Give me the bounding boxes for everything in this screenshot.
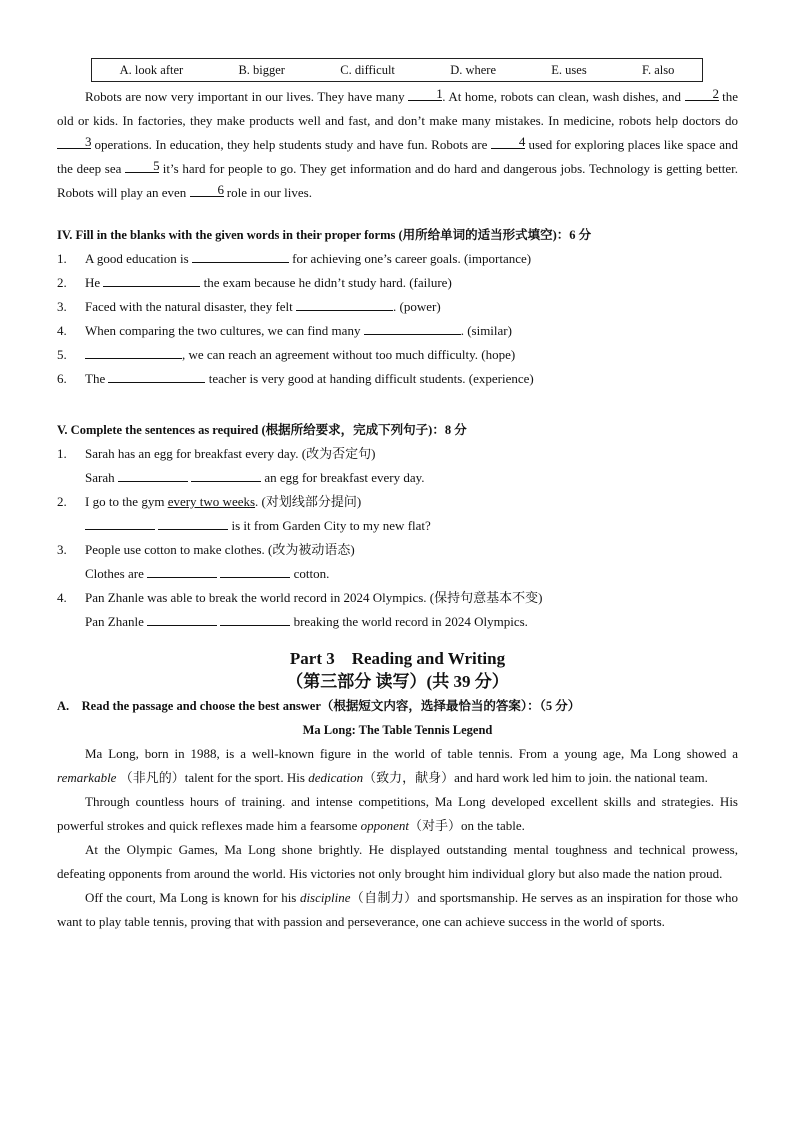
item-text: . (similar) [460,323,512,338]
section-5-title: V. Complete the sentences as required (根据所给要求，完成下列句子)：8 分 [57,423,467,437]
cloze-blank-3[interactable]: 3 [57,135,91,149]
item-text: for achieving one’s career goals. (importance) [288,251,532,266]
list-item [57,319,738,343]
passage-paragraph [57,742,738,790]
list-item [57,271,738,295]
item-text: People use cotton to make clothes. (改为被动语态) [85,542,355,557]
part-3-subtitle: （第三部分 读写）(共 39 分） [286,672,509,691]
answer-blank[interactable] [108,369,205,383]
item-text: The [85,371,109,386]
answer-blank[interactable] [118,468,188,482]
answer-blank[interactable] [85,345,182,359]
item-text: When comparing the two cultures, we can find many [85,323,364,338]
list-item [57,538,738,562]
item-number: 4. [57,590,67,605]
item-text: Sarah has an egg for breakfast every day. (改为否定句) [85,446,376,461]
paragraph-text: Off the court, Ma Long is known for his [85,890,300,905]
exam-page [57,58,738,934]
item-text: Faced with the natural disaster, they felt [85,299,297,314]
cloze-text: Robots are now very important in our lives. They have many [85,89,409,104]
answer-blank[interactable] [191,468,261,482]
item-text: , we can reach an agreement without too much difficulty. (hope) [182,347,516,362]
answer-blank[interactable] [147,612,217,626]
word-option-f: F. also [642,62,675,77]
word-box [91,58,703,82]
list-item [57,586,738,610]
item-text: . (power) [393,299,441,314]
item-number: 5. [57,347,67,362]
item-number: 2. [57,494,67,509]
keyword: opponent [360,818,409,833]
answer-blank[interactable] [192,249,289,263]
item-text: cotton. [290,566,330,581]
item-number: 4. [57,323,67,338]
list-item [57,442,738,466]
paragraph-text: Through countless hours of training. and intense competitions, Ma Long developed excellent skills and strategies. His powerful strokes and quick reflexes made him a fearsome [57,794,738,833]
cloze-text: used for exploring places like space and the deep sea [57,137,738,176]
answer-blank[interactable] [220,612,290,626]
section-4-title: IV. Fill in the blanks with the given words in their proper forms (用所给单词的适当形式填空)：6 分 [57,228,592,242]
paragraph-text: （致力，献身）and hard work led him to join. the national team. [363,770,708,785]
cloze-blank-5[interactable]: 5 [125,159,159,173]
answer-blank[interactable] [296,297,393,311]
answer-line [57,514,738,538]
answer-line [57,562,738,586]
item-text: teacher is very good at handing difficult students. (experience) [205,371,534,386]
item-number: 3. [57,542,67,557]
item-text: Clothes are [85,566,148,581]
word-option-a: A. look after [119,62,184,77]
item-text: is it from Garden City to my new flat? [228,518,431,533]
underlined-phrase: every two weeks [167,494,256,509]
list-item [57,367,738,391]
list-item [57,343,738,367]
item-number: 6. [57,371,67,386]
answer-blank[interactable] [158,516,228,530]
item-number: 1. [57,251,67,266]
keyword: dedication [308,770,364,785]
list-item [57,490,738,514]
item-text: breaking the world record in 2024 Olympics. [290,614,528,629]
passage-paragraph: At the Olympic Games, Ma Long shone brightly. He displayed outstanding mental toughness and technical prowess, defeating opponents from around the world. His victories not only brought him individual glory but also made the nation proud. [57,842,738,881]
item-number: 2. [57,275,67,290]
paragraph-text: Ma Long, born in 1988, is a well-known figure in the world of table tennis. From a young age, Ma Long showed a [85,746,738,761]
keyword: discipline [299,890,351,905]
answer-blank[interactable] [147,564,217,578]
passage-paragraph [57,790,738,838]
cloze-text: . At home, robots can clean, wash dishes, and [442,89,685,104]
item-number: 1. [57,446,67,461]
answer-blank[interactable] [364,321,461,335]
list-item [57,247,738,271]
paragraph-text: （自制力）and sportsmanship. He serves as an inspiration for those who want to play table tennis, proving that with passion and perseverance, one can achieve success in the world of sports. [57,890,738,929]
item-text: I go to the gym [85,494,168,509]
cloze-text: it’s hard for people to go. They get information and do hard and dangerous jobs. Technology is getting better. Robots will play an even [57,161,738,200]
cloze-passage [57,85,738,205]
passage-paragraph [57,886,738,934]
item-text: Sarah [85,470,118,485]
cloze-text: operations. In education, they help students study and have fun. Robots are [91,137,491,152]
item-number: 3. [57,299,67,314]
item-text: an egg for breakfast every day. [261,470,425,485]
item-text: Pan Zhanle was able to break the world record in 2024 Olympics. (保持句意基本不变) [85,590,543,605]
cloze-blank-2[interactable]: 2 [685,87,719,101]
passage-title: Ma Long: The Table Tennis Legend [302,723,493,737]
item-text: Pan Zhanle [85,614,148,629]
part-3-title: Part 3 Reading and Writing [289,649,506,668]
answer-blank[interactable] [220,564,290,578]
item-text: He [85,275,104,290]
list-item [57,295,738,319]
word-option-e: E. uses [551,62,587,77]
answer-line [57,610,738,634]
item-text: the exam because he didn’t study hard. (failure) [200,275,452,290]
answer-blank[interactable] [103,273,200,287]
cloze-blank-4[interactable]: 4 [491,135,525,149]
cloze-blank-6[interactable]: 6 [190,183,224,197]
cloze-text: the old or kids. In factories, they make products well and fast, and don’t make many mistakes. In medicine, robots help doctors do [57,89,738,128]
cloze-blank-1[interactable]: 1 [408,87,442,101]
answer-line [57,466,738,490]
cloze-text: role in our lives. [223,185,312,200]
word-option-c: C. difficult [340,62,395,77]
item-text: A good education is [85,251,192,266]
keyword: remarkable [57,770,117,785]
section-a-title: A. Read the passage and choose the best answer（根据短文内容，选择最恰当的答案）：（5 分） [57,699,581,713]
answer-blank[interactable] [85,516,155,530]
section-5-list [57,442,738,634]
word-option-b: B. bigger [238,62,285,77]
paragraph-text: （非凡的）talent for the sport. His [116,770,309,785]
paragraph-text: （对手）on the table. [408,818,525,833]
word-option-d: D. where [450,62,497,77]
item-text: . (对划线部分提问) [255,494,362,509]
section-4-list [57,247,738,391]
